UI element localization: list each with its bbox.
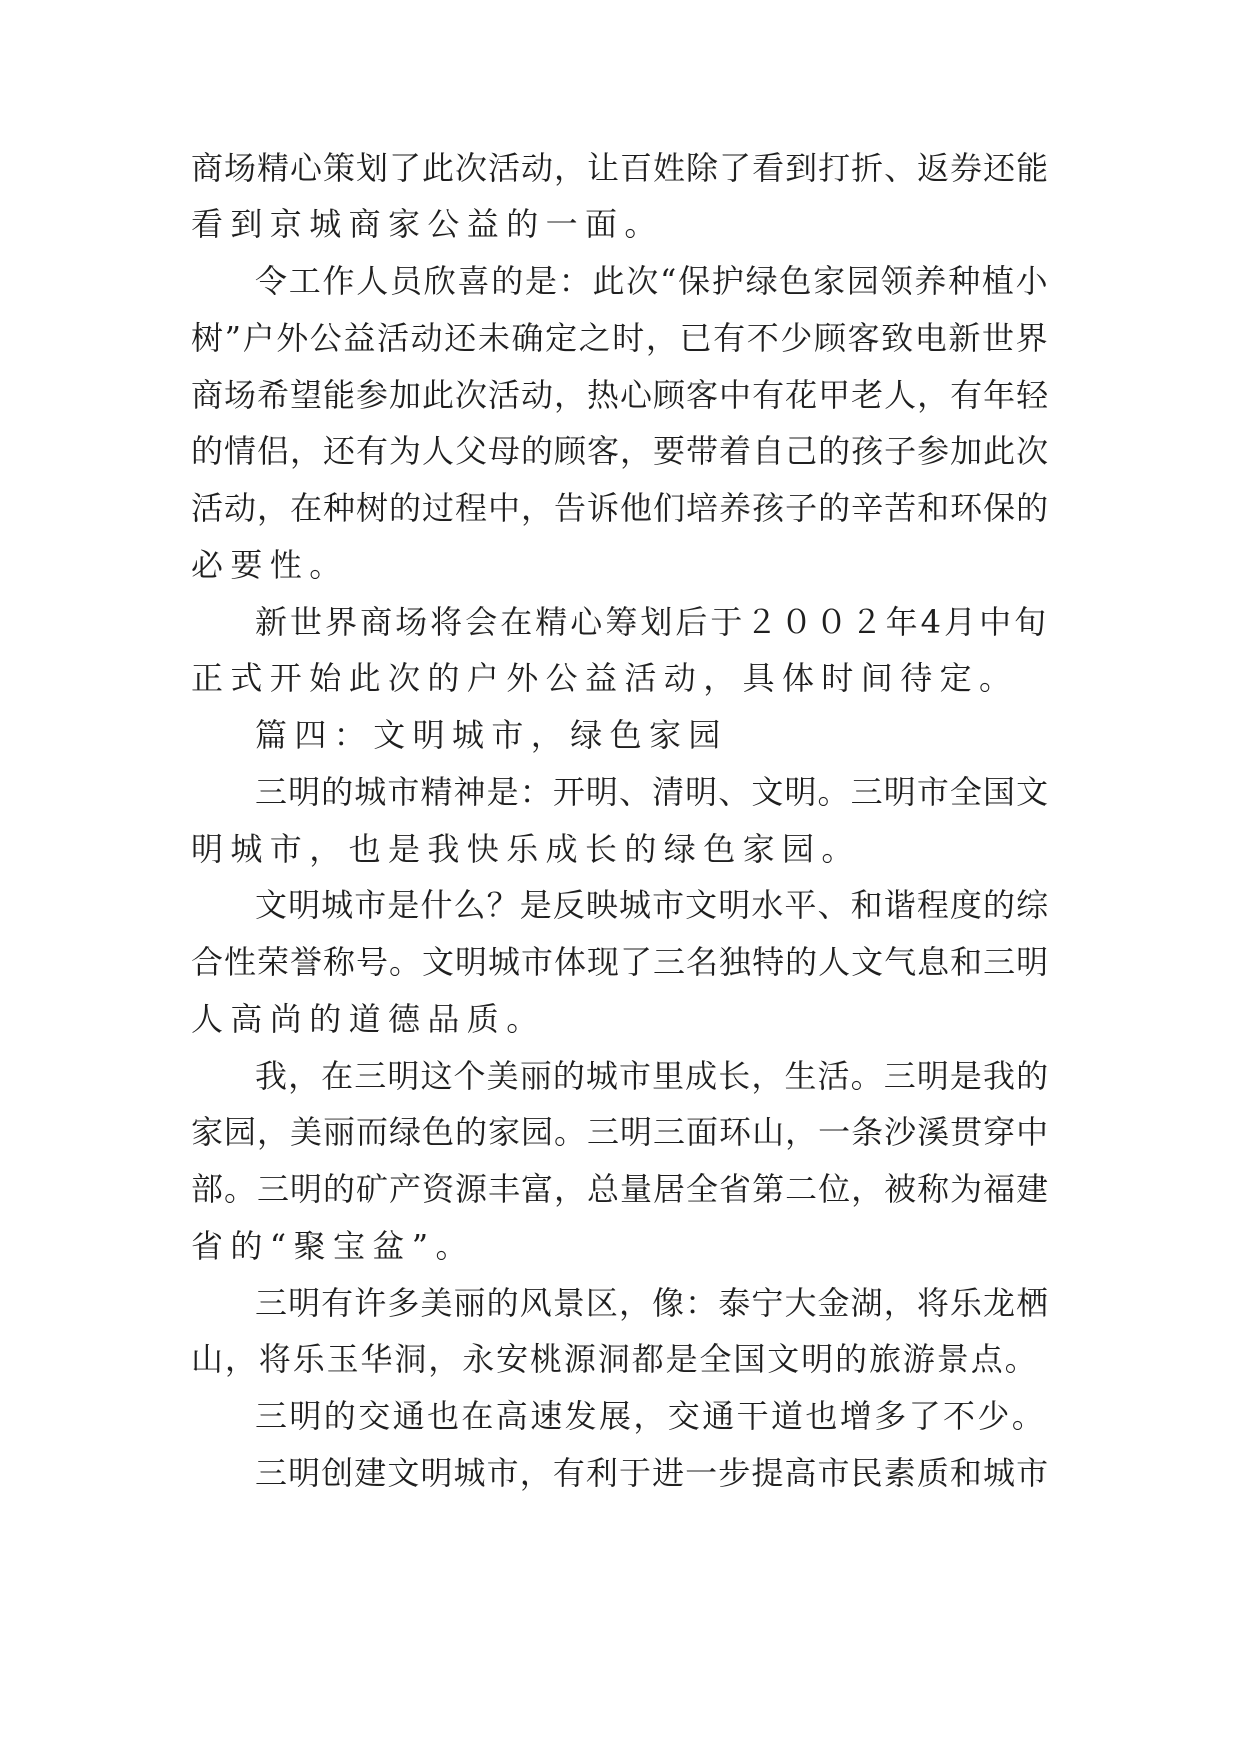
text-line: 我，在三明这个美丽的城市里成长，生活。三明是我的 [255, 1057, 1049, 1095]
text-line: 新世界商场将会在精心筹划后于２００２年4月中旬 [255, 603, 1049, 641]
text-line: 商场精心策划了此次活动，让百姓除了看到打折、返券还能 [191, 149, 1049, 187]
text-line: 家园，美丽而绿色的家园。三明三面环山，一条沙溪贯穿中 [191, 1113, 1049, 1151]
text-line: 文明城市是什么？是反映城市文明水平、和谐程度的综 [255, 886, 1049, 924]
text-line: 山，将乐玉华洞，永安桃源洞都是全国文明的旅游景点。 [191, 1340, 1039, 1378]
text-line: 树”户外公益活动还未确定之时，已有不少顾客致电新世界 [191, 319, 1049, 357]
text-line: 的情侣，还有为人父母的顾客，要带着自己的孩子参加此次 [191, 432, 1049, 470]
text-line: 部。三明的矿产资源丰富，总量居全省第二位，被称为福建 [191, 1170, 1049, 1208]
text-line: 活动，在种树的过程中，告诉他们培养孩子的辛苦和环保的 [191, 489, 1049, 527]
text-line: 正式开始此次的户外公益活动，具体时间待定。 [191, 659, 1019, 697]
section-heading: 篇四：文明城市，绿色家园 [255, 716, 728, 754]
text-line: 省的“聚宝盆”。 [191, 1227, 475, 1265]
text-line: 看到京城商家公益的一面。 [191, 205, 664, 243]
text-line: 令工作人员欣喜的是：此次“保护绿色家园领养种植小 [255, 262, 1049, 300]
text-line: 合性荣誉称号。文明城市体现了三名独特的人文气息和三明 [191, 943, 1049, 981]
text-line: 商场希望能参加此次活动，热心顾客中有花甲老人，有年轻 [191, 376, 1049, 414]
text-line: 三明的城市精神是：开明、清明、文明。三明市全国文 [255, 773, 1049, 811]
text-line: 必要性。 [191, 546, 349, 584]
text-line: 三明有许多美丽的风景区，像：泰宁大金湖，将乐龙栖 [255, 1284, 1049, 1322]
text-line: 人高尚的道德品质。 [191, 1000, 546, 1038]
text-line: 三明创建文明城市，有利于进一步提高市民素质和城市 [255, 1454, 1049, 1492]
text-line: 明城市，也是我快乐成长的绿色家园。 [191, 830, 861, 868]
text-line: 三明的交通也在高速发展，交通干道也增多了不少。 [255, 1397, 1047, 1435]
